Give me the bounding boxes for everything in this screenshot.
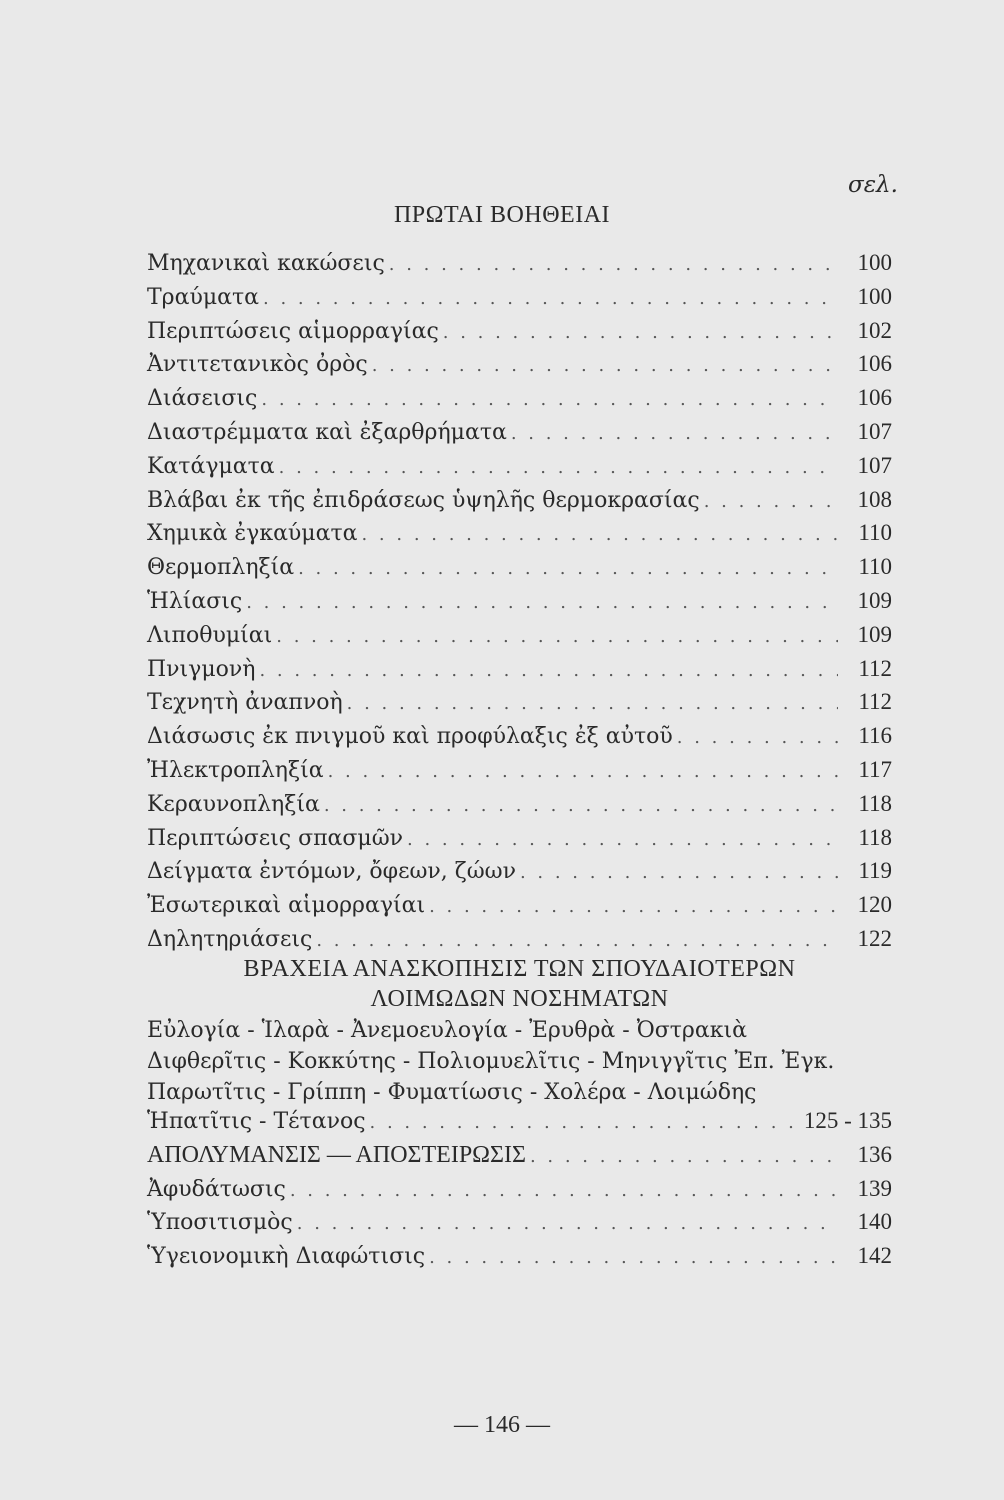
toc-entry-title: Τεχνητὴ ἀναπνοὴ bbox=[147, 690, 343, 716]
toc-entry bbox=[147, 280, 892, 314]
leader-dots bbox=[361, 518, 838, 552]
leader-dots bbox=[279, 451, 838, 485]
toc-entry-page: 109 bbox=[857, 621, 892, 647]
leader-dots bbox=[328, 755, 838, 789]
toc-entry-page: 142 bbox=[857, 1243, 892, 1269]
leader-dots bbox=[677, 721, 838, 755]
toc-entry-title: Βλάβαι ἐκ τῆς ἐπιδράσεως ὑψηλῆς θερμοκρασίας bbox=[147, 487, 700, 513]
toc-entry-title: Ἡπατῖτις - Τέτανος bbox=[147, 1109, 366, 1134]
toc-entry-title: Ὑγειονομικὴ Διαφώτισις bbox=[147, 1244, 426, 1270]
toc-entry bbox=[147, 449, 892, 483]
toc-entry bbox=[147, 415, 892, 449]
disease-list-line: Διφθερῖτις - Κοκκύτης - Πολιομυελῖτις - Μηνιγγῖτις Ἐπ. Ἐγκ. bbox=[147, 1049, 835, 1074]
toc-entry-page: 108 bbox=[857, 486, 892, 512]
toc-entry bbox=[147, 1104, 892, 1138]
toc-entry-page: 112 bbox=[858, 655, 892, 681]
toc-entry bbox=[147, 483, 892, 517]
toc-entry-page: 120 bbox=[857, 892, 892, 918]
leader-dots bbox=[263, 282, 838, 316]
toc-entry-page: 110 bbox=[858, 520, 892, 546]
leader-dots bbox=[347, 687, 838, 721]
toc-entry-title: Ἠλεκτροπληξία bbox=[147, 757, 324, 783]
toc-entry bbox=[147, 719, 892, 753]
toc-entry bbox=[147, 1205, 892, 1239]
leader-dots bbox=[530, 1140, 838, 1174]
toc-entry-title: Δείγματα ἐντόμων, ὄφεων, ζώων bbox=[147, 859, 516, 885]
toc-entry-page: 116 bbox=[858, 723, 892, 749]
section-heading: ΠΡΩΤΑΙ ΒΟΗΘΕΙΑΙ bbox=[393, 202, 611, 228]
page-number: — 146 — bbox=[454, 1412, 550, 1438]
toc-entry-title: Μηχανικαὶ κακώσεις bbox=[147, 251, 385, 276]
leader-dots bbox=[276, 620, 838, 654]
toc-entry-title: Ἡλίασις bbox=[147, 588, 243, 614]
toc-entry bbox=[147, 347, 892, 381]
toc-entry-title: Δηλητηριάσεις bbox=[147, 926, 313, 952]
leader-dots bbox=[407, 823, 838, 857]
toc-entry-title: Ὑποσιτισμὸς bbox=[147, 1210, 293, 1236]
toc-entry bbox=[147, 922, 892, 956]
toc-entry-page: 112 bbox=[858, 689, 892, 715]
toc-entry-page: 118 bbox=[858, 790, 892, 816]
toc-entry-page: 118 bbox=[858, 824, 892, 850]
toc-entry-title: Περιπτώσεις σπασμῶν bbox=[147, 825, 404, 851]
toc-entry-page: 119 bbox=[858, 858, 892, 884]
leader-dots bbox=[298, 552, 838, 586]
toc-entry-page: 136 bbox=[857, 1141, 892, 1167]
leader-dots bbox=[316, 924, 838, 958]
toc-entry bbox=[147, 1172, 892, 1206]
toc-entry bbox=[147, 821, 892, 855]
leader-dots bbox=[429, 1241, 838, 1275]
leader-dots bbox=[704, 485, 838, 519]
leader-dots bbox=[372, 349, 838, 383]
toc-list-secondary bbox=[147, 1104, 892, 1273]
toc-entry-page: 140 bbox=[857, 1209, 892, 1235]
toc-entry-title: Περιπτώσεις αἱμορραγίας bbox=[147, 318, 439, 344]
toc-entry-page: 117 bbox=[858, 756, 892, 782]
toc-entry bbox=[147, 314, 892, 348]
leader-dots bbox=[429, 890, 838, 924]
toc-entry bbox=[147, 753, 892, 787]
toc-entry-page: 125 - 135 bbox=[803, 1108, 892, 1133]
page-column-label: σελ. bbox=[848, 172, 898, 198]
toc-entry-title: ΑΠΟΛΥΜΑΝΣΙΣ — ΑΠΟΣΤΕΙΡΩΣΙΣ bbox=[147, 1141, 526, 1168]
toc-entry-page: 100 bbox=[857, 283, 892, 309]
toc-entry-title: Ἀφυδάτωσις bbox=[147, 1176, 286, 1202]
toc-entry-title: Χημικὰ ἐγκαύματα bbox=[147, 521, 358, 547]
toc-entry bbox=[147, 618, 892, 652]
toc-entry-page: 100 bbox=[857, 250, 892, 275]
leader-dots bbox=[259, 654, 838, 688]
leader-dots bbox=[370, 1106, 794, 1140]
section-heading-review-line1: ΒΡΑΧΕΙΑ ΑΝΑΣΚΟΠΗΣΙΣ ΤΩΝ ΣΠΟΥΔΑΙΟΤΕΡΩΝ bbox=[243, 956, 796, 982]
toc-entry-page: 122 bbox=[857, 925, 892, 951]
toc-entry bbox=[147, 381, 892, 415]
toc-entry-page: 106 bbox=[857, 385, 892, 411]
toc-entry bbox=[147, 1138, 892, 1172]
toc-entry bbox=[147, 246, 892, 280]
leader-dots bbox=[520, 856, 838, 890]
toc-entry-title: Κεραυνοπληξία bbox=[147, 791, 320, 817]
toc-entry-page: 107 bbox=[857, 418, 892, 444]
leader-dots bbox=[261, 383, 838, 417]
leader-dots bbox=[290, 1174, 838, 1208]
toc-entry-title: Ἐσωτερικαὶ αἱμορραγίαι bbox=[147, 893, 426, 919]
toc-entry-title: Διαστρέμματα καὶ ἐξαρθρήματα bbox=[147, 419, 507, 445]
toc-entry-page: 139 bbox=[857, 1175, 892, 1201]
toc-entry bbox=[147, 787, 892, 821]
toc-entry bbox=[147, 888, 892, 922]
section-heading-review-line2: ΛΟΙΜΩΔΩΝ ΝΟΣΗΜΑΤΩΝ bbox=[370, 986, 669, 1012]
toc-entry bbox=[147, 652, 892, 686]
toc-entry bbox=[147, 550, 892, 584]
leader-dots bbox=[511, 417, 838, 451]
toc-entry-title: Ἀντιτετανικὸς ὀρὸς bbox=[147, 352, 368, 378]
toc-entry-page: 102 bbox=[857, 317, 892, 343]
toc-entry-title: Διάσωσις ἐκ πνιγμοῦ καὶ προφύλαξις ἐξ αὐτοῦ bbox=[147, 724, 673, 750]
toc-entry-page: 110 bbox=[858, 554, 892, 580]
leader-dots bbox=[443, 316, 838, 350]
toc-entry bbox=[147, 584, 892, 618]
toc-entry-title: Λιποθυμίαι bbox=[147, 622, 273, 648]
leader-dots bbox=[246, 586, 838, 620]
toc-entry bbox=[147, 685, 892, 719]
toc-list bbox=[147, 246, 892, 956]
leader-dots bbox=[389, 248, 838, 282]
leader-dots bbox=[297, 1207, 838, 1241]
toc-entry-title: Τραύματα bbox=[147, 284, 260, 310]
toc-entry bbox=[147, 516, 892, 550]
disease-list-line: Εὐλογία - Ἱλαρὰ - Ἀνεμοευλογία - Ἐρυθρὰ - Ὀστρακιὰ bbox=[147, 1018, 747, 1043]
toc-entry bbox=[147, 1239, 892, 1273]
toc-entry-title: Πνιγμονὴ bbox=[147, 656, 256, 682]
toc-entry-page: 106 bbox=[857, 351, 892, 377]
toc-entry-title: Διάσεισις bbox=[147, 386, 258, 412]
leader-dots bbox=[324, 789, 838, 823]
disease-list-line: Παρωτῖτις - Γρίππη - Φυματίωσις - Χολέρα - Λοιμώδης bbox=[147, 1080, 757, 1105]
toc-entry-page: 107 bbox=[857, 452, 892, 478]
toc-entry bbox=[147, 854, 892, 888]
toc-entry-page: 109 bbox=[857, 587, 892, 613]
toc-entry-title: Κατάγματα bbox=[147, 453, 275, 479]
toc-entry-title: Θερμοπληξία bbox=[147, 555, 295, 581]
